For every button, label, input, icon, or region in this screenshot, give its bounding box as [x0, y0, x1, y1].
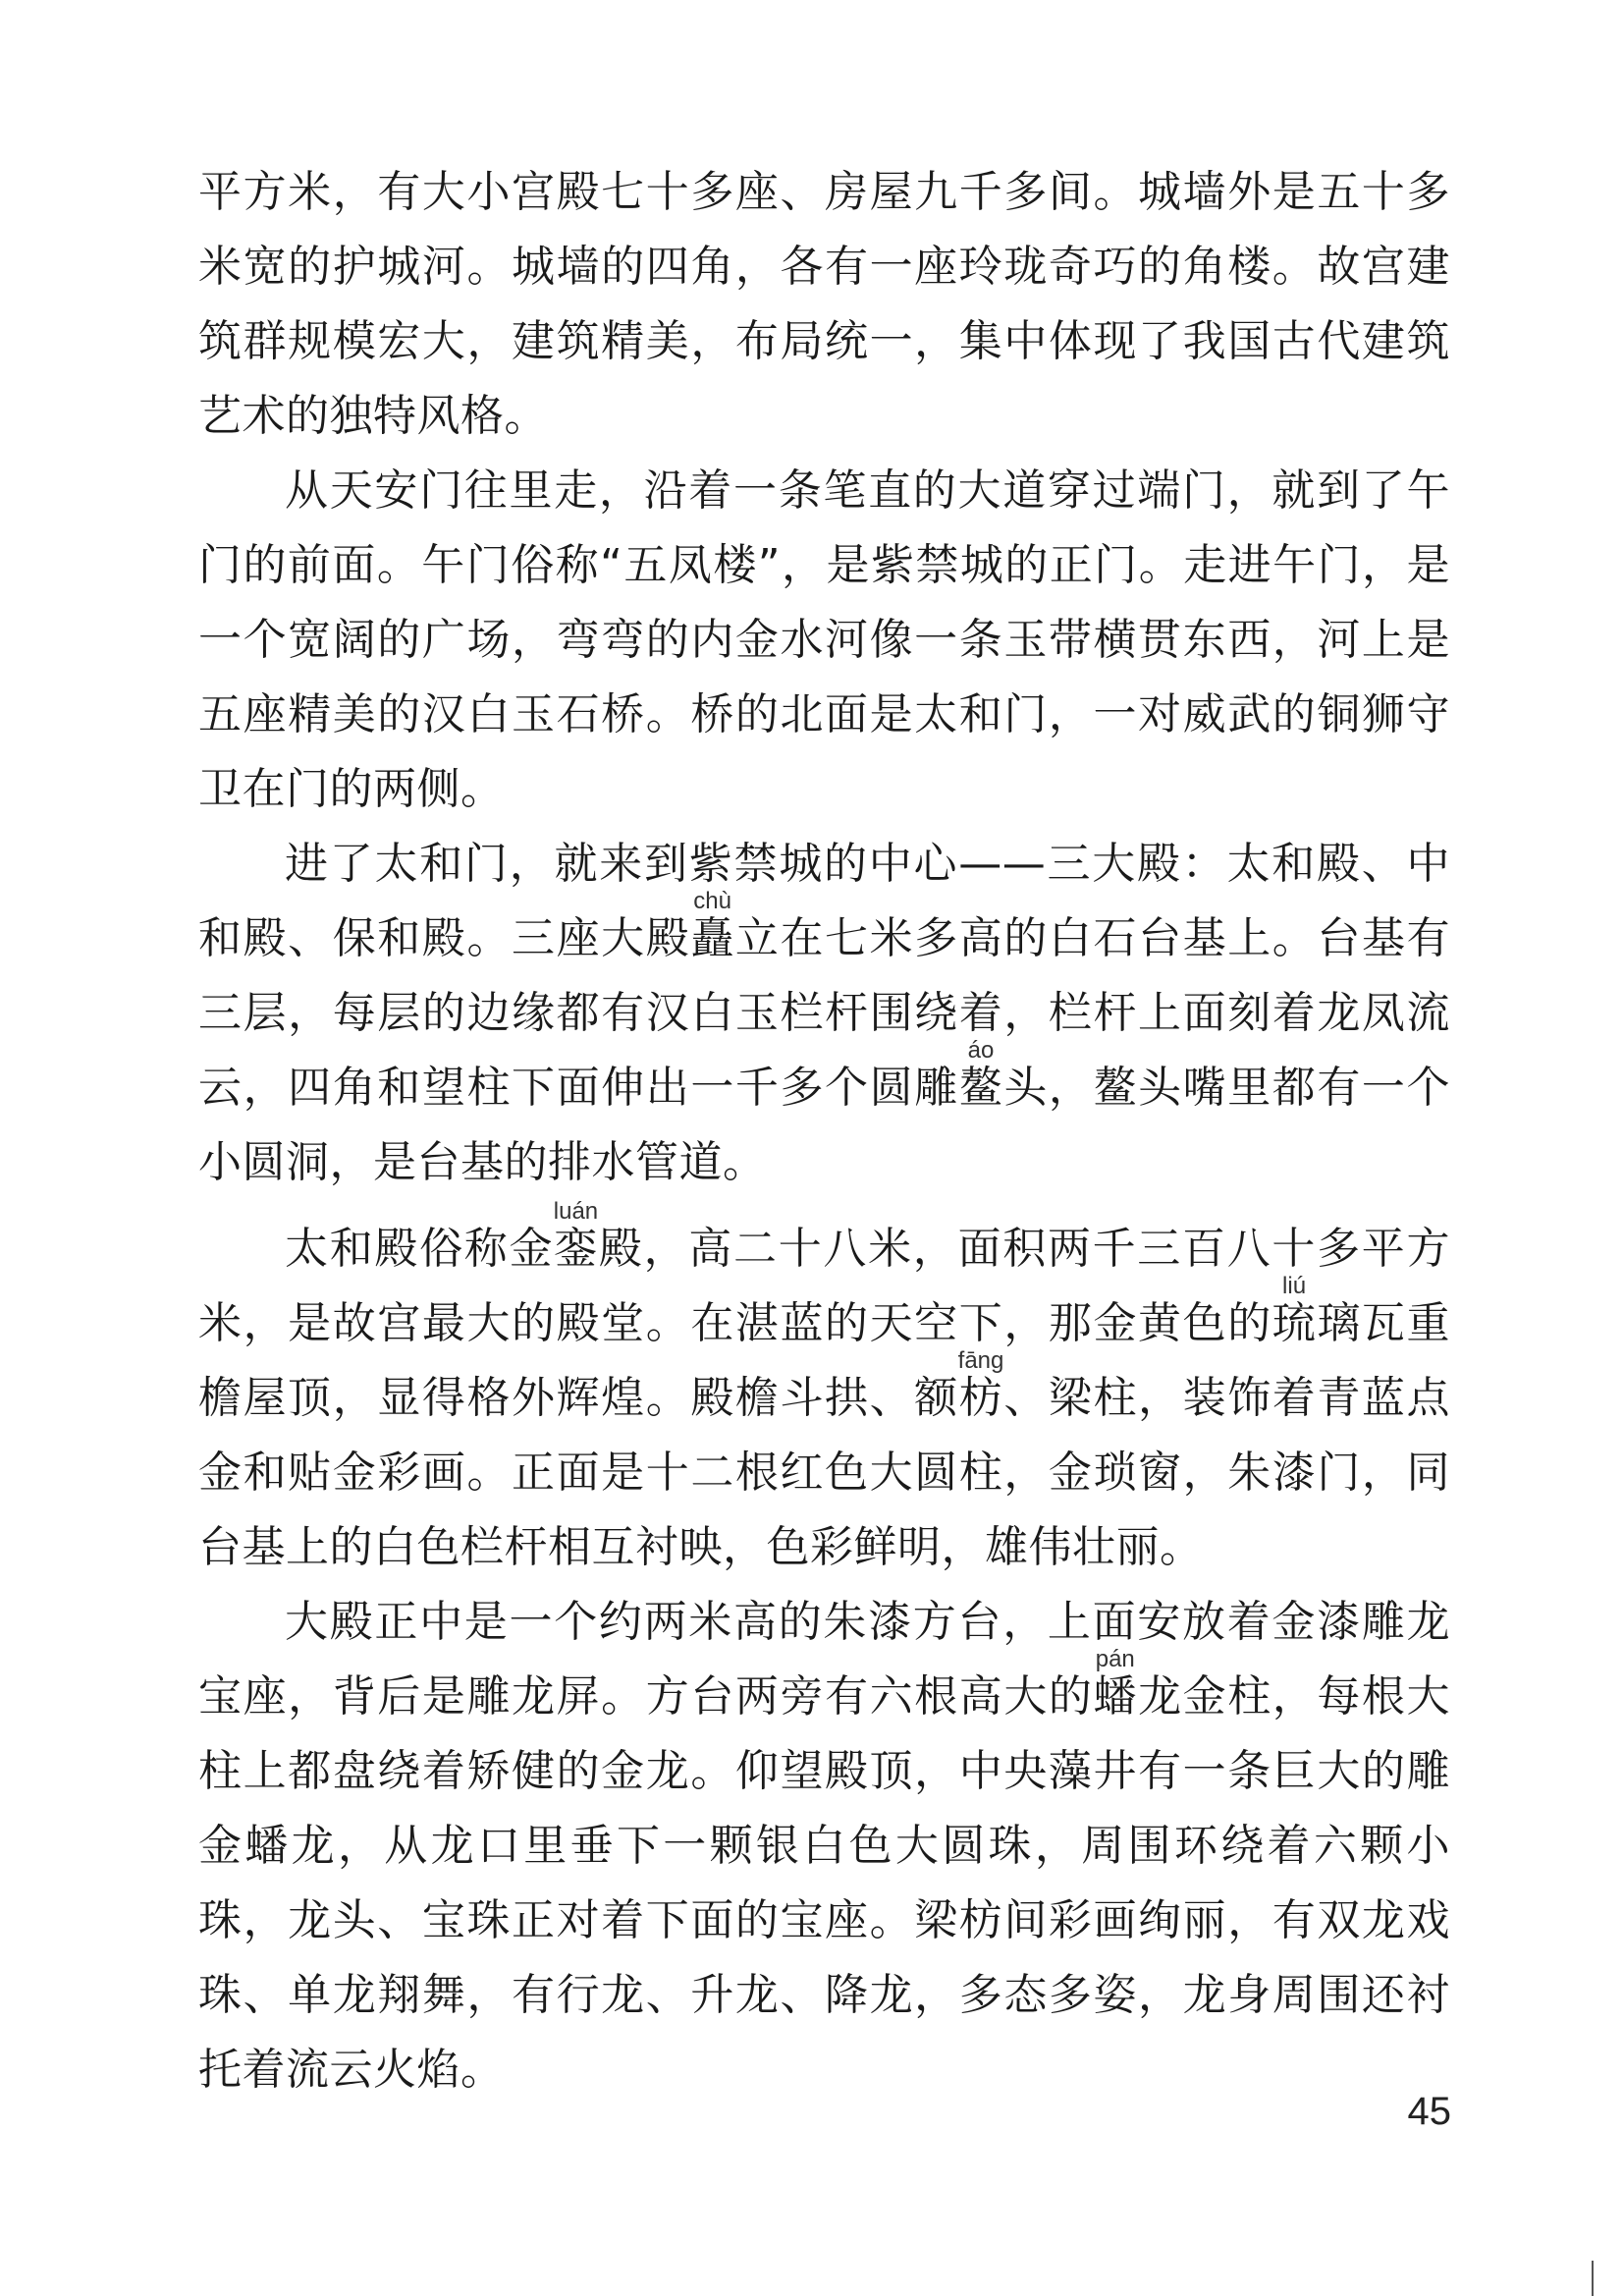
annotated-character: 鳌áo — [958, 1037, 1004, 1113]
pinyin-annotation: chù — [690, 888, 734, 914]
paragraph — [198, 1585, 1450, 2107]
body-text — [198, 155, 1450, 2107]
annotated-character: 銮luán — [553, 1198, 599, 1274]
paragraph — [198, 1200, 1450, 1585]
text-run: 龙金柱，每根大柱上都盘绕着矫健的金龙。仰望殿顶，中央藻井有一条巨大的雕金蟠龙，从龙口里垂下一颗银白色大圆珠，周围环绕着六颗小珠，龙头、宝珠正对着下面的宝座。梁枋间彩画绚丽，有双龙戏珠、单龙翔舞，有行龙、升龙、降龙，多态多姿，龙身周围还衬托着流云火焰。 — [198, 1671, 1451, 2095]
annotated-character: 琉liú — [1271, 1273, 1318, 1348]
text-run: 殿，高二十八米，面积两千三百八十多平方米，是故宫最大的殿堂。在湛蓝的天空下，那金黄色的 — [198, 1224, 1451, 1348]
pinyin-annotation: luán — [553, 1198, 599, 1225]
annotated-character: 蟠pán — [1093, 1646, 1139, 1722]
pinyin-annotation: pán — [1093, 1646, 1137, 1672]
annotated-character: 矗chù — [690, 888, 735, 963]
paragraph — [198, 454, 1450, 827]
pinyin-annotation: fāng — [957, 1347, 1004, 1374]
paragraph — [198, 155, 1450, 454]
text-run: 太和殿俗称金 — [285, 1224, 555, 1274]
text-run: 进了太和门，就来到紫禁城的中心——三大殿：太和殿、中和殿、保和殿。三座大殿 — [198, 839, 1450, 963]
text-run: 从天安门往里走，沿着一条笔直的大道穿过端门，就到了午门的前面。午门俗称“五凤楼”，是紫禁城的正门。走进午门，是一个宽阔的广场，弯弯的内金水河像一条玉带横贯东西，河上是五座精美的汉白玉石桥。桥的北面是太和门，一对威武的铜狮守卫在门的两侧。 — [198, 465, 1450, 814]
text-run: 立在七米多高的白石台基上。台基有三层，每层的边缘都有汉白玉栏杆围绕着，栏杆上面刻着龙凤流云，四角和望柱下面伸出一千多个圆雕 — [198, 913, 1451, 1113]
pinyin-annotation: liú — [1271, 1273, 1317, 1299]
paragraph — [198, 827, 1450, 1200]
pinyin-annotation: áo — [958, 1037, 1003, 1064]
page-number: 45 — [1407, 2090, 1451, 2133]
page-edge-mark — [1592, 2261, 1594, 2296]
text-run: 大殿正中是一个约两米高的朱漆方台，上面安放着金漆雕龙宝座，背后是雕龙屏。方台两旁有六根高大的 — [198, 1597, 1450, 1722]
text-run: 、梁柱，装饰着青蓝点金和贴金彩画。正面是十二根红色大圆柱，金琐窗，朱漆门，同台基上的白色栏杆相互衬映，色彩鲜明，雄伟壮丽。 — [198, 1373, 1451, 1572]
text-run: 头，鳌头嘴里都有一个小圆洞，是台基的排水管道。 — [198, 1063, 1451, 1187]
annotated-character: 枋fāng — [957, 1347, 1004, 1423]
text-run: 平方米，有大小宫殿七十多座、房屋九千多间。城墙外是五十多米宽的护城河。城墙的四角，各有一座玲珑奇巧的角楼。故宫建筑群规模宏大，建筑精美，布局统一，集中体现了我国古代建筑艺术的独特风格。 — [198, 167, 1450, 441]
text-run: 璃瓦重檐屋顶，显得格外辉煌。殿檐斗拱、额 — [198, 1298, 1451, 1423]
